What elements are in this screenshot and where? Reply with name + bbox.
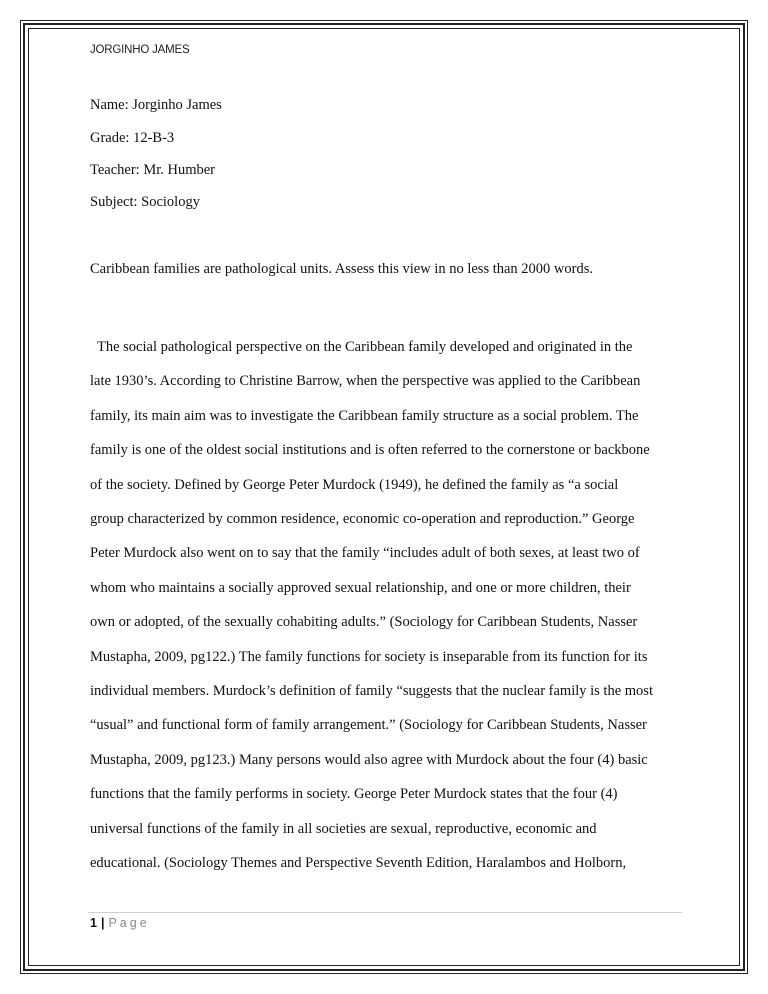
footer-separator: |: [100, 916, 105, 930]
footer-divider: [88, 912, 682, 913]
body-line: “usual” and functional form of family arrangement.” (Sociology for Caribbean Students, Nasser: [90, 717, 647, 733]
running-header: JORGINHO JAMES: [90, 44, 190, 56]
body-line: family, its main aim was to investigate the Caribbean family structure as a social problem. The: [90, 408, 639, 424]
body-line: group characterized by common residence, economic co-operation and reproduction.” George: [90, 511, 635, 527]
body-line: functions that the family performs in society. George Peter Murdock states that the four (4): [90, 786, 618, 802]
body-line: educational. (Sociology Themes and Perspective Seventh Edition, Haralambos and Holborn,: [90, 855, 627, 871]
body-line: Mustapha, 2009, pg123.) Many persons would also agree with Murdock about the four (4) basic: [90, 752, 648, 768]
teacher-name: Teacher: Mr. Humber: [90, 162, 216, 178]
body-line: The social pathological perspective on the Caribbean family developed and originated in the: [90, 339, 633, 355]
body-line: individual members. Murdock’s definition of family “suggests that the nuclear family is the most: [90, 683, 653, 699]
body-line: whom who maintains a socially approved sexual relationship, and one or more children, their: [90, 580, 631, 596]
page-number: 1: [90, 916, 97, 930]
subject: Subject: Sociology: [90, 194, 200, 210]
student-grade: Grade: 12-B-3: [90, 130, 175, 146]
body-line: Peter Murdock also went on to say that the family “includes adult of both sexes, at least two of: [90, 545, 640, 561]
body-line: late 1930’s. According to Christine Barrow, when the perspective was applied to the Caribbean: [90, 373, 641, 389]
body-line: of the society. Defined by George Peter Murdock (1949), he defined the family as “a social: [90, 477, 619, 493]
student-name: Name: Jorginho James: [90, 97, 222, 113]
body-line: universal functions of the family in all societies are sexual, reproductive, economic and: [90, 821, 597, 837]
page-footer: [90, 916, 150, 930]
body-line: family is one of the oldest social institutions and is often referred to the cornerstone or backbone: [90, 442, 650, 458]
body-line: own or adopted, of the sexually cohabiting adults.” (Sociology for Caribbean Students, Nasser: [90, 614, 638, 630]
body-line: Mustapha, 2009, pg122.) The family functions for society is inseparable from its function for its: [90, 649, 648, 665]
page-label: Page: [108, 916, 150, 930]
essay-prompt: Caribbean families are pathological units. Assess this view in no less than 2000 words.: [90, 261, 593, 277]
